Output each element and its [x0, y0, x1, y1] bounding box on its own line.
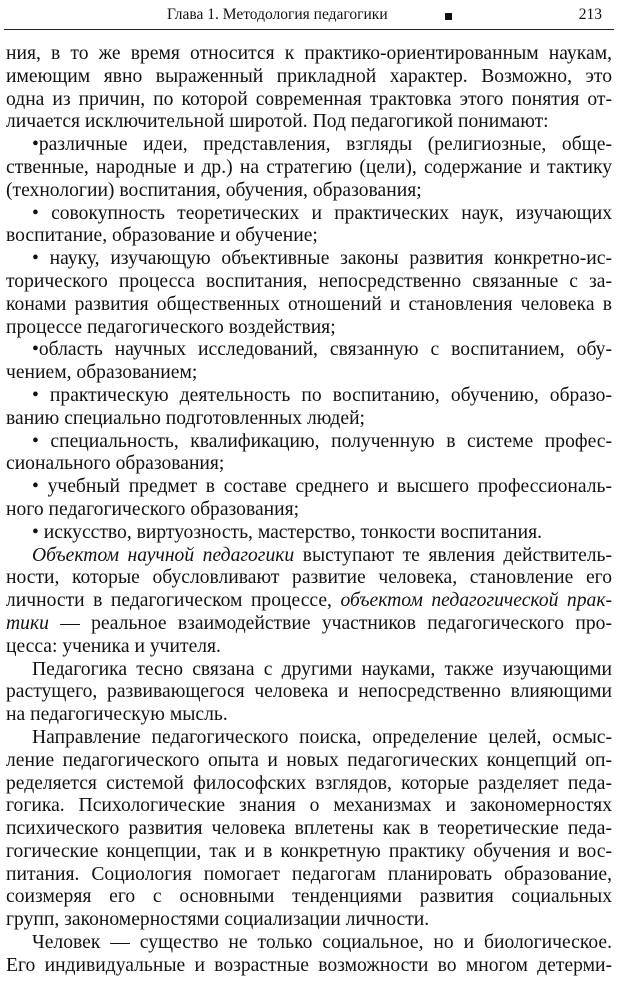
italic-term: Объектом научной педагогики	[32, 544, 295, 566]
text-line: (технологии) воспитания, обучения, образования;	[6, 179, 422, 201]
text-line: соизмеряя его с основными тенденциями развития социальных	[6, 886, 612, 908]
page-number: 213	[578, 6, 602, 23]
italic-term: объектом педагогической прак-	[340, 590, 613, 612]
chapter-title: Глава 1. Методология педагогики	[167, 6, 388, 23]
running-header	[0, 6, 620, 28]
text-line: чением, образованием;	[6, 362, 198, 384]
text-line	[6, 590, 612, 613]
text-line: ния, в то же время относится к практико-ориентированным наукам,	[6, 43, 612, 64]
text-line: • совокупность теоретических и практических наук, изучающих	[32, 202, 612, 224]
text-line: • практическую деятельность по воспитанию, обучению, образо-	[32, 384, 612, 406]
text-line: • науку, изучающую объективные законы развития конкретно-ис-	[32, 248, 612, 270]
text-line: • учебный предмет в составе среднего и высшего профессиональ-	[32, 476, 612, 498]
square-bullet-icon	[445, 13, 452, 20]
text-line	[6, 545, 612, 568]
text-line: •различные идеи, представления, взгляды (религиозные, обще-	[32, 134, 612, 156]
text-line: • искусство, виртуозность, мастерство, тонкости воспитания.	[32, 521, 543, 543]
text-line: воспитание, образование и обучение;	[6, 225, 318, 247]
text-line: гогика. Психологические знания о механизмах и закономерностях	[6, 795, 612, 817]
text-line: гогические концепции, так и в конкретную практику обучения и вос-	[6, 840, 612, 862]
text-line: торического процесса воспитания, непосредственно связанные с за-	[6, 270, 612, 292]
text-line: имеющим явно выраженный прикладной характер. Возможно, это	[6, 65, 612, 87]
text-line: •область научных исследований, связанную с воспитанием, обу-	[32, 339, 612, 361]
text-line: конами развития общественных отношений и становления человека в	[6, 293, 612, 315]
text-line: питания. Социология помогает педагогам планировать образование,	[6, 863, 612, 885]
text-run: личности в педагогическом процессе,	[6, 590, 341, 612]
text-line: на педагогическую мысль.	[6, 704, 228, 726]
text-line: Его индивидуальные и возрастные возможности во многом детерми-	[6, 954, 612, 976]
text-line: • специальность, квалификацию, полученную в системе профес-	[32, 430, 612, 452]
text-line: ственные, народные и др.) на стратегию (цели), содержание и тактику	[6, 156, 612, 178]
text-run: выступают те явления действитель-	[294, 544, 612, 566]
text-line: ванию специально подготовленных людей;	[6, 407, 366, 429]
text-line: процессе педагогического воздействия;	[6, 316, 336, 338]
text-line: цесса: ученика и учителя.	[6, 635, 221, 657]
text-line: психического развития человека вплетены как в теоретические педа-	[6, 818, 612, 840]
text-line: ного педагогического образования;	[6, 498, 300, 520]
text-line: ности, которые обусловливают развитие человека, становление его	[6, 567, 612, 589]
text-line	[6, 613, 612, 636]
text-line: групп, закономерностями социализации личности.	[6, 909, 430, 931]
italic-term: тики	[6, 612, 49, 634]
header-rule	[4, 29, 614, 30]
body-text	[6, 43, 612, 978]
text-line: ление педагогического опыта и новых педагогических концепций оп-	[6, 749, 612, 771]
text-line: Человек — существо не только социальное, но и биологическое.	[32, 932, 612, 954]
text-run: — реальное взаимодействие участников педагогического про-	[48, 612, 612, 634]
text-line: личается исключительной широтой. Под педагогикой понимают:	[6, 111, 549, 133]
text-line: Педагогика тесно связана с другими науками, также изучающими	[32, 658, 612, 680]
text-line: одна из причин, по которой современная трактовка этого понятия от-	[6, 88, 612, 110]
text-line: ределяется системой философских взглядов, которые разделяет педа-	[6, 772, 612, 794]
text-line: Направление педагогического поиска, определение целей, осмыс-	[32, 726, 612, 748]
text-line: растущего, развивающегося человека и непосредственно влияющими	[6, 681, 612, 703]
text-line: сионального образования;	[6, 453, 225, 475]
